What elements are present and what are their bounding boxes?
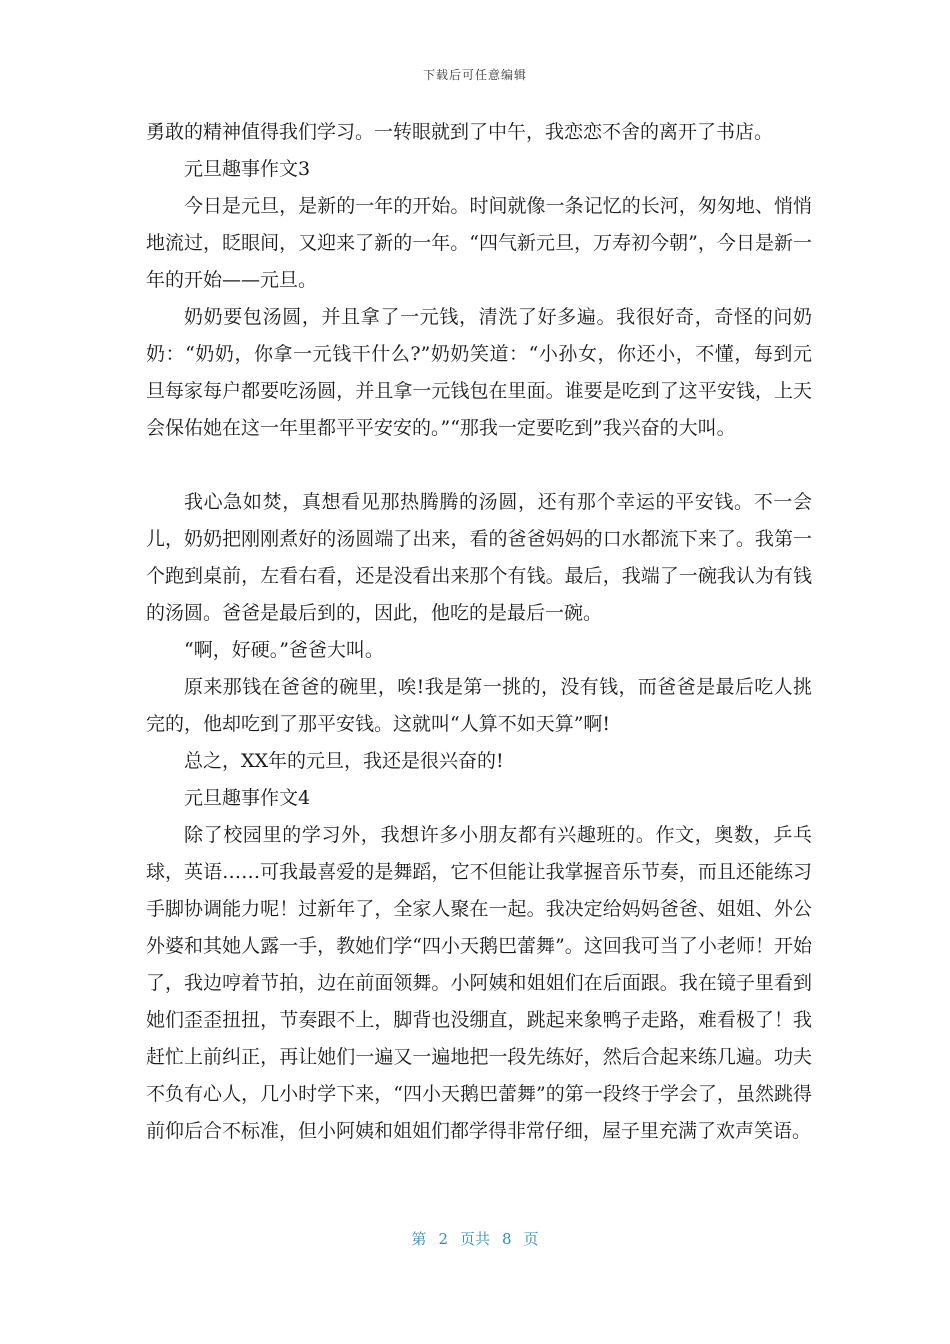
page-total: 8: [502, 1230, 512, 1248]
page-label-prefix: 第: [411, 1230, 427, 1248]
paragraph: 总之，XX年的元旦，我还是很兴奋的!: [184, 750, 504, 772]
paragraph: 原来那钱在爸爸的碗里，唉!我是第一挑的，没有钱，而爸爸是最后吃人挑完的，他却吃到了那平安钱。这就叫“人算不如天算”啊!: [146, 676, 812, 735]
blank-line: [146, 447, 812, 484]
paragraph-continuation: 勇敢的精神值得我们学习。一转眼就到了中午，我恋恋不舍的离开了书店。: [146, 121, 774, 143]
document-body: [146, 114, 812, 1150]
page-label-suffix: 页: [523, 1230, 539, 1248]
page-header: 下载后可任意编辑: [422, 68, 527, 82]
paragraph: “啊，好硬。”爸爸大叫。: [184, 639, 384, 661]
paragraph: 我心急如焚，真想看见那热腾腾的汤圆，还有那个幸运的平安钱。不一会儿，奶奶把刚刚煮好的汤圆端了出来，看的爸爸妈妈的口水都流下来了。我第一个跑到桌前，左看右看，还是没看出来那个有钱。最后，我端了一碗我认为有钱的汤圆。爸爸是最后到的，因此，他吃的是最后一碗。: [146, 491, 812, 624]
paragraph: 除了校园里的学习外，我想许多小朋友都有兴趣班的。作文，奥数，乒乓球，英语……可我最喜爱的是舞蹈，它不但能让我掌握音乐节奏，而且还能练习手脚协调能力呢！过新年了，全家人聚在一起。我决定给妈妈爸爸、姐姐、外公外婆和其她人露一手，教她们学“四小天鹅巴蕾舞”。这回我可当了小老师！开始了，我边哼着节拍，边在前面领舞。小阿姨和姐姐们在后面跟。我在镜子里看到她们歪歪扭扭，节奏跟不上，脚背也没绷直，跳起来象鸭子走路，难看极了！我赶忙上前纠正，再让她们一遍又一遍地把一段先练好，然后合起来练几遍。功夫不负有心人，几小时学下来，“四小天鹅巴蕾舞”的第一段终于学会了，虽然跳得前仰后合不标准，但小阿姨和姐姐们都学得非常仔细，屋子里充满了欢声笑语。: [146, 824, 812, 1142]
page-current: 2: [438, 1230, 448, 1248]
paragraph: 奶奶要包汤圆，并且拿了一元钱，清洗了好多遍。我很好奇，奇怪的问奶奶：“奶奶，你拿一元钱干什么?”奶奶笑道：“小孙女，你还小，不懂，每到元旦每家每户都要吃汤圆，并且拿一元钱包在里面。谁要是吃到了这平安钱，上天会保佑她在这一年里都平平安安的。”“那我一定要吃到”我兴奋的大叫。: [146, 306, 812, 439]
page-footer: [0, 1228, 950, 1249]
paragraph: 今日是元旦，是新的一年的开始。时间就像一条记忆的长河，匆匆地、悄悄地流过，眨眼间，又迎来了新的一年。“四气新元旦，万寿初今朝”，今日是新一年的开始——元旦。: [146, 195, 812, 291]
section-title-3: 元旦趣事作文3: [184, 158, 311, 180]
section-title-4: 元旦趣事作文4: [184, 787, 311, 809]
page-label-middle: 页共: [459, 1230, 490, 1248]
